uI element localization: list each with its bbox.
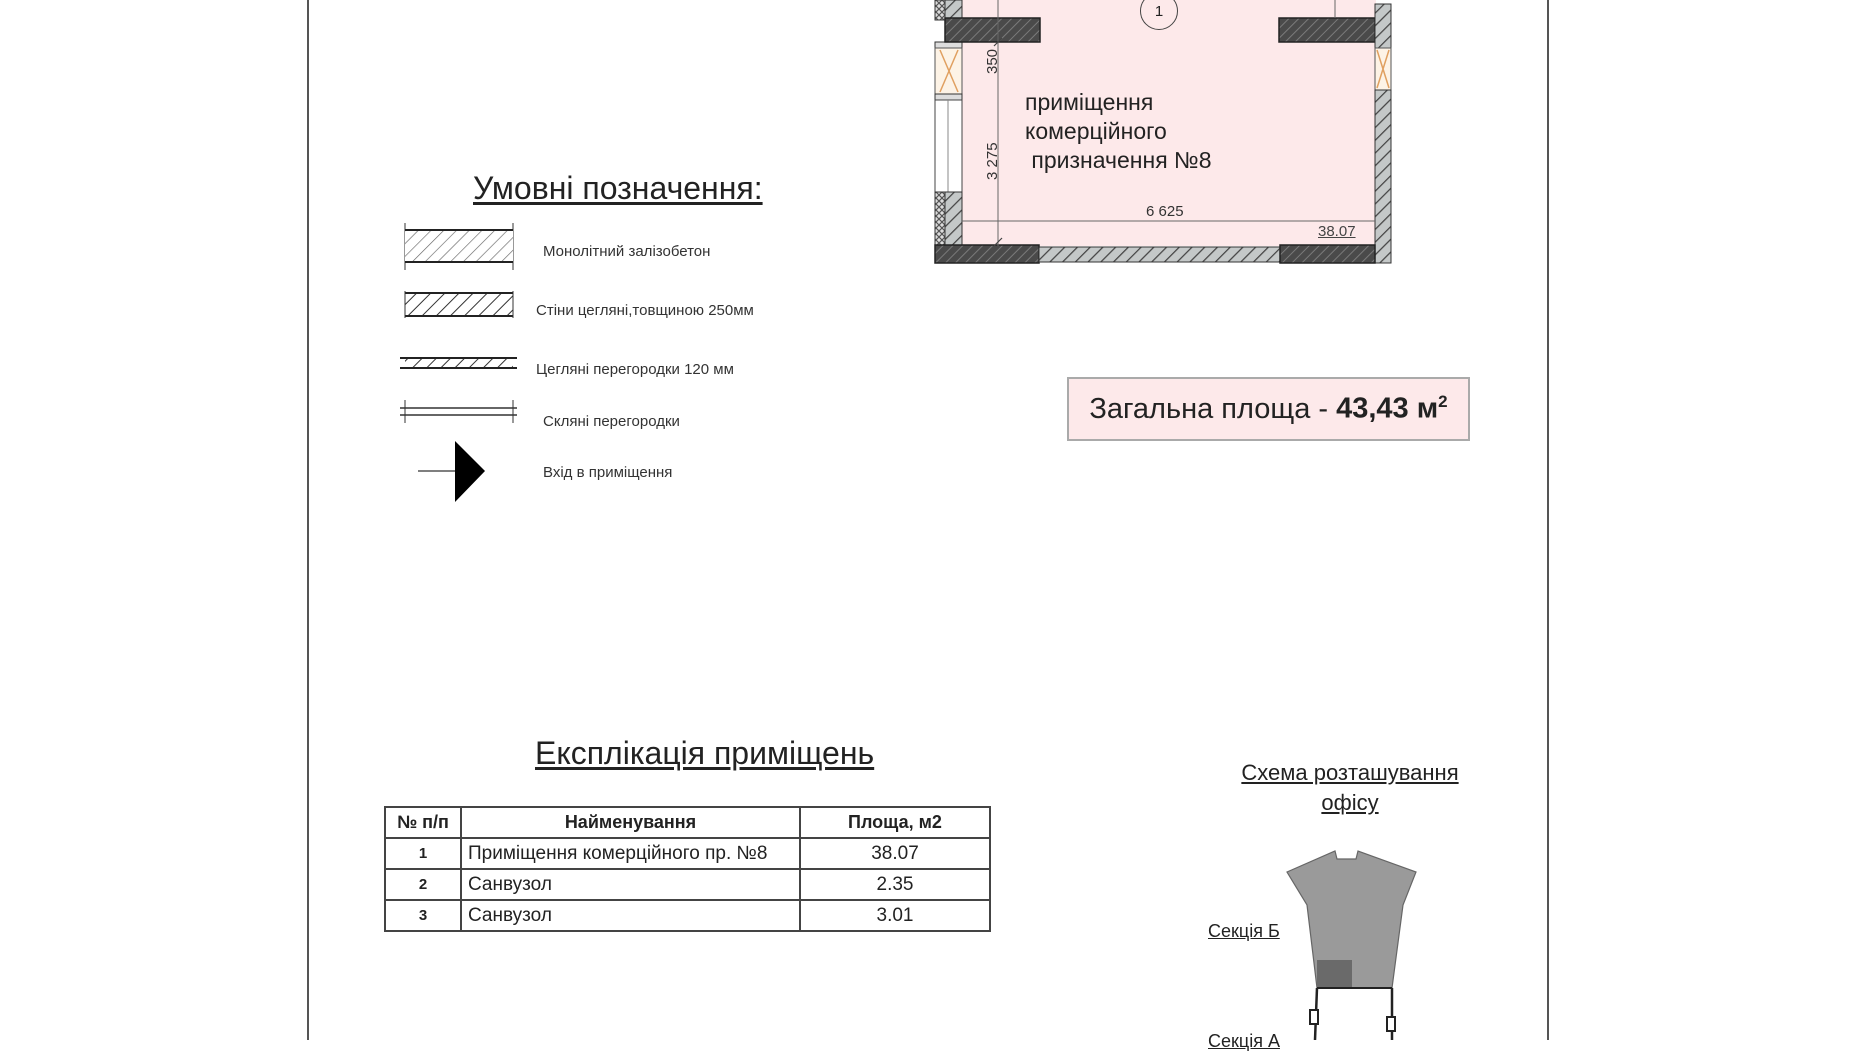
dimension-350: 350: [984, 48, 1001, 74]
row-area: 2.35: [800, 869, 990, 900]
header-area: Площа, м2: [800, 807, 990, 838]
legend-label-entrance: Вхід в приміщення: [543, 464, 673, 481]
section-b-label: Секція Б: [1208, 921, 1280, 941]
scheme-title-line-2: офісу: [1321, 790, 1379, 815]
explication-table: [384, 806, 991, 932]
dimension-6625: 6 625: [1146, 203, 1184, 220]
row-area: 38.07: [800, 838, 990, 869]
row-name: Санвузол: [461, 869, 800, 900]
room-label-line-1: приміщення: [1025, 89, 1154, 115]
header-name: Найменування: [461, 807, 800, 838]
section-a-label-partial: Секція А: [1208, 1031, 1280, 1051]
row-number: 3: [385, 900, 461, 931]
total-area-value: 43,43 $м^2$: [1336, 392, 1448, 425]
explication-title: Експлікація приміщень: [535, 735, 875, 771]
floor-plan-drawing: [0, 0, 1850, 300]
brick-wall-hatch-icon: [405, 291, 513, 318]
total-area-box: [1067, 377, 1470, 441]
total-area-label: Загальна площа -: [1089, 392, 1329, 425]
legend-label-brick-wall: Стіни цегляні,товщиною 250мм: [536, 302, 754, 319]
table-row: [385, 869, 990, 900]
row-area: 3.01: [800, 900, 990, 931]
row-name: Санвузол: [461, 900, 800, 931]
table-row: [385, 900, 990, 931]
row-number: 1: [385, 838, 461, 869]
office-location-highlight: [1317, 960, 1352, 988]
legend-label-brick-partition: Цегляні перегородки 120 мм: [536, 361, 734, 378]
room-label-line-2: комерційного: [1025, 118, 1167, 144]
dimension-3275: 3 275: [984, 142, 1001, 180]
scheme-title: [1240, 758, 1460, 818]
legend-label-concrete: Монолітний залізобетон: [543, 243, 711, 260]
legend-label-glass-partition: Скляні перегородки: [543, 413, 680, 430]
room-area-label: 38.07: [1318, 223, 1356, 240]
scheme-title-line-1: Схема розташування: [1241, 760, 1459, 785]
legend-symbols: [395, 215, 535, 515]
glass-partition-icon: [400, 400, 517, 423]
row-name: Приміщення комерційного пр. №8: [461, 838, 800, 869]
table-header-row: [385, 807, 990, 838]
concrete-hatch-icon: [405, 223, 513, 270]
room-label-line-3: призначення №8: [1025, 147, 1212, 173]
row-number: 2: [385, 869, 461, 900]
building-scheme-drawing: [1280, 845, 1430, 1040]
entrance-arrow-icon: [418, 441, 485, 502]
legend-title: Умовні позначення:: [473, 170, 763, 206]
header-number: № п/п: [385, 807, 461, 838]
table-row: [385, 838, 990, 869]
brick-partition-hatch-icon: [400, 358, 517, 368]
floor-plan: [0, 0, 1850, 300]
room-number: 1: [1154, 2, 1164, 20]
